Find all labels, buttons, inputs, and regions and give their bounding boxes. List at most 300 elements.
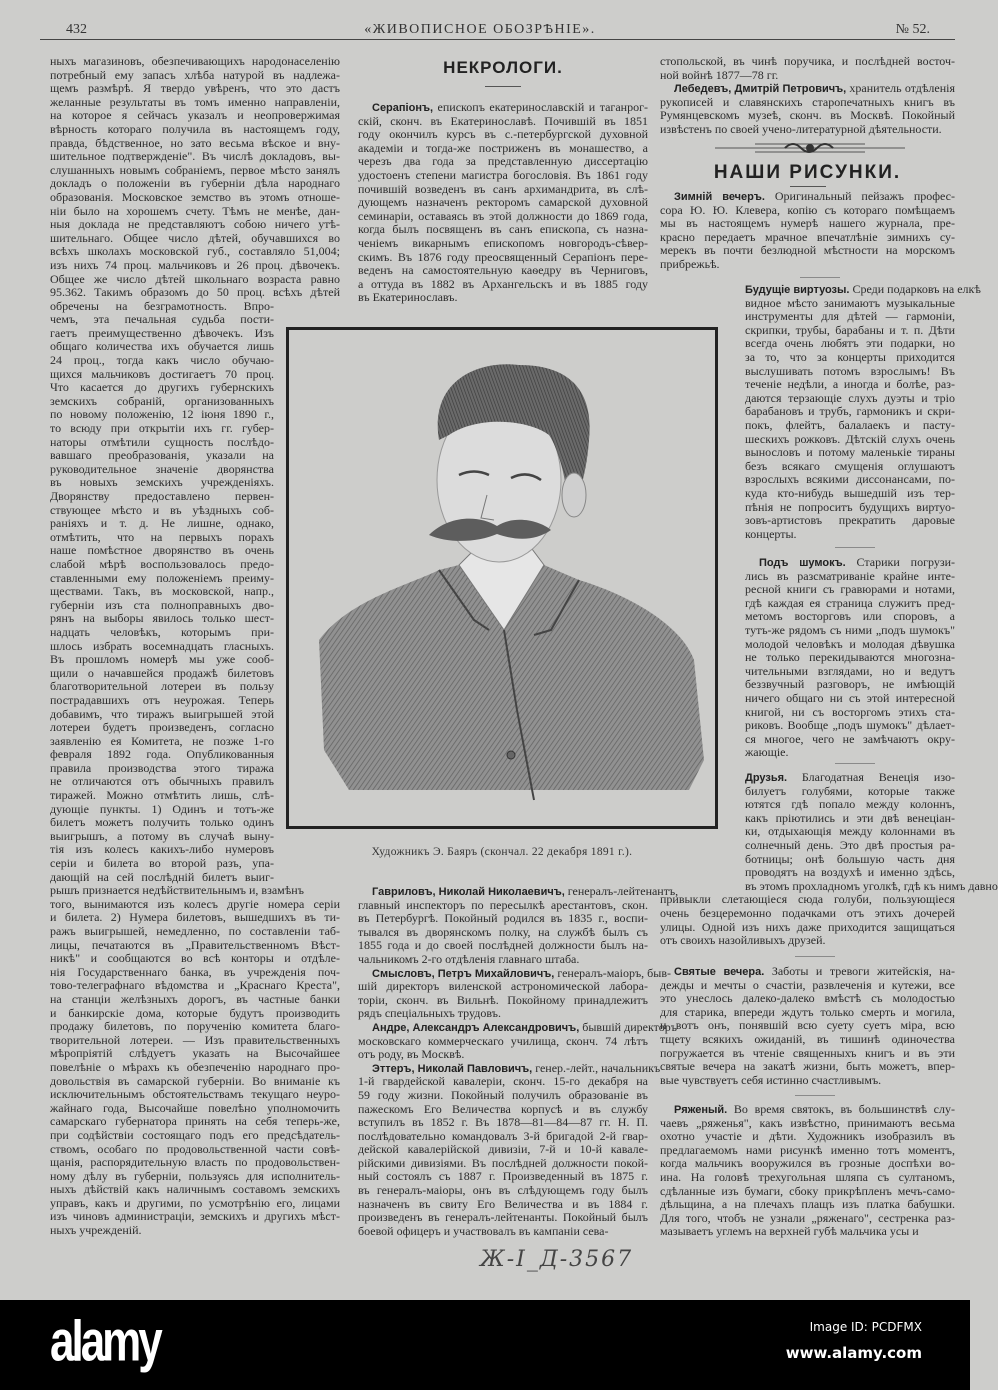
line-text: солнечный день. Это двѣ простыя ра- [745,837,955,852]
line-text: докладъ о положеніи въ губерніи дѣла народнаго [50,176,340,191]
line-text: послѣдовательно командовалъ 3-й бригадой 2-й гвар- [358,1128,648,1143]
text-line [50,966,340,980]
text-line [358,1089,648,1103]
line-text: епископъ екатеринославскій и таганрог- [433,100,648,114]
line-text: генер.-лейт., начальникъ [532,1060,661,1075]
line-text: тиражей. Можно отмѣтить лишь, слѣ- [50,788,274,803]
text-line [660,1144,955,1158]
line-text: обречены на безграмотность. Впро- [50,298,274,313]
line-text: лотереи будетъ произведенъ, согласно [50,720,274,735]
line-text: почившій возведенъ въ санъ архимандрита, въ слѣ- [358,181,648,196]
line-text: шительное подтвержденіе". Въ числѣ докладовъ, вы- [50,149,340,164]
obituaries-continued [660,55,955,137]
line-text: вынословъ и потому маленькіе тираны [745,445,955,460]
text-line [50,993,340,1007]
text-line [50,164,340,178]
line-text: сора Ю. Ю. Клевера, копію съ котораго помѣщаемъ [660,202,955,217]
text-line [50,150,340,164]
line-text: щанія, распорядительную власть по продовольствен- [50,1155,340,1170]
text-line [358,115,648,129]
picture-description [660,965,955,1087]
line-text: изъ нихъ 74 проц. мальчиковъ и 26 проц. дѣвочекъ. [50,257,340,272]
line-text: жающіе. [745,745,789,760]
entry-name: Ряженый. [674,1104,728,1116]
obituaries-lower [358,884,679,1238]
line-text: ресной книги съ гравюрами и нотами, [745,582,955,597]
line-text: ный состоялъ съ 1887 г. Произведенный въ 1875 г. [358,1169,648,1184]
issue-number: № 52. [895,22,930,37]
text-line [660,1033,955,1047]
line-text: Что касается до другихъ губернскихъ [50,380,274,395]
line-text: концерты. [745,526,797,541]
line-text: 24 проц., тогда какъ число обучаю- [50,353,274,368]
text-line [358,1116,648,1130]
line-text: скій, сконч. въ Екатеринославѣ. Почившій въ 1851 [358,113,648,128]
line-text: пострадавшихъ отъ неурожая. Теперь [50,692,274,707]
line-text: въ Петербургѣ. Покойный родился въ 1835 г., воспи- [358,911,648,926]
text-line [660,82,955,96]
line-text: ныхъ учрежденій. [50,1223,142,1238]
line-text: заявленію ея Комитета, не позже 1-го [50,733,274,748]
line-text: отмѣтить, что на первыхъ порахъ [50,529,274,544]
text-line [358,1075,648,1089]
entry-name: Андре, Александръ Александровичъ, [372,1021,580,1034]
line-text: московскаго коммерческаго училища, сконч. 74 лѣтъ [358,1033,648,1048]
line-text: довольствія въ самарской губерніи. Во вниманіе къ [50,1073,340,1088]
line-text: Благодатная Венеція изо- [787,770,955,784]
text-line [50,1020,340,1034]
text-line [50,979,340,993]
line-text: наторы отмѣтили сущность послѣдо- [50,434,274,449]
text-line [50,1088,340,1102]
text-line [660,921,955,935]
text-line [50,1129,340,1143]
text-line [358,128,648,142]
text-line [50,1183,340,1197]
text-line [358,1019,677,1035]
line-text: шлось избрать восемнадцать гласныхъ. [50,638,274,653]
text-line [358,1170,648,1184]
text-line [50,911,340,925]
line-text: не только перекидываются многозна- [745,650,955,665]
line-text: раніяхъ и т. д. Не лишне, однако, [50,516,274,531]
divider [795,956,835,957]
text-line [358,953,648,967]
heading-dash [485,86,521,87]
text-line [50,1210,340,1224]
line-text: тія изъ колесъ какихъ-либо нумеровъ [50,842,274,857]
line-text: изъ чиновъ администраціи, земскихъ и другихъ мѣст- [50,1209,340,1224]
text-line [358,1184,648,1198]
portrait-wrap-space [660,297,745,597]
line-text: 59 году жизни. Покойный получилъ образованіе въ [358,1087,648,1102]
line-text: правда, бѣдственное, но зато весьма вѣское и вну- [50,135,340,150]
line-text: вступилъ въ 1852 г. Въ 1878—81—84—87 гг. Н. П. [358,1115,648,1130]
text-line [745,597,955,611]
portrait-engraving [289,330,715,826]
entry-name: Подъ шумокъ. [759,557,846,569]
line-text: веденъ на самостоятельную каѳедру въ Черниговъ, [358,263,648,278]
line-text: никѣ" и сообщаются во всѣ конторы и отдѣле- [50,951,340,966]
line-text: правила производства этого тиража [50,760,274,775]
line-text: а оттуда въ 1882 въ Архангельскъ и въ 1885 году [358,276,648,291]
line-text: улицы. Одной изъ нихъ даже приходится защищаться [660,919,955,934]
line-text: мазываетъ углемъ на верхней губѣ мальчика усы и [660,1224,919,1239]
ornament-divider [715,140,905,156]
text-line [50,1115,340,1129]
line-text: образованія. Московское земство въ этомъ отноше- [50,189,340,204]
text-line [358,884,679,899]
image-id: Image ID: PCDFMX [809,1320,922,1334]
text-line [358,196,648,210]
line-text: прибрежьѣ. [660,256,720,271]
line-text: ботницы; онѣ большую часть дня [745,851,955,866]
line-text: земскихъ собраній, организованныхъ [50,393,274,408]
line-text: пажескомъ Его Величества корпусѣ и въ службу [358,1101,648,1116]
line-text: чемъ, эта печальная судьба пости- [50,312,274,327]
line-text: погружается въ чтеніе священныхъ книгъ и въ эти [660,1045,955,1060]
line-text: молодой человѣкъ и молодая дѣвушка [745,636,955,651]
header-rule [40,39,955,40]
line-text: тово-телеграфнаго вѣдомства и „Краснаго Креста", [50,978,340,993]
line-text: по новому положенію, 12 іюня 1890 г., [50,407,274,422]
portrait-wrap-space [660,771,745,880]
line-text: въ новыхъ земскихъ учрежденіяхъ. [50,475,274,490]
text-line [745,583,955,597]
line-text: хранитель отдѣленія [846,81,956,96]
text-line [50,69,340,83]
line-text: лись въ разсматриваніе крайне инте- [745,568,955,583]
line-text: дейской кавалерійской дивизіи, 7-й и 10-й кавале- [358,1142,648,1157]
text-line [358,142,648,156]
line-text: академіи и тогда-же постриженъ въ монашество, а [358,140,648,155]
text-line [50,884,340,898]
line-text: сдѣланные изъ бумаги, сбоку прикрѣпленъ мечъ-само- [660,1183,955,1198]
line-text: ныя доклада не представляютъ собою ничего утѣ- [50,217,340,232]
divider [835,547,875,548]
line-text: на станціи желѣзныхъ дорогъ, въ частные банки [50,991,340,1006]
line-text: при содѣйствіи состоящаго подъ его предсѣдатель- [50,1127,340,1142]
line-text: вѣрность котораго получила въ настоящемъ году, [50,121,340,136]
text-line [358,994,648,1008]
line-text: проводятъ на воздухѣ и именно здѣсь, [745,865,955,880]
text-line [660,258,955,272]
text-line [50,137,340,151]
text-line [660,55,955,69]
text-line [660,1212,955,1226]
line-text: ніи было на хорошемъ счету. Тѣмъ не менѣе, дан- [50,203,340,218]
line-text: боевой офицеръ и участвовалъ въ кампаніи сева- [358,1223,609,1238]
entry-name: Друзья. [745,772,788,784]
text-line [50,109,340,123]
text-line [745,651,955,665]
line-text: въ этомъ прохладномъ уголкѣ, гдѣ къ нимъ давно [745,878,998,893]
text-line [660,878,998,894]
text-line [660,1185,955,1199]
text-line [358,223,648,237]
text-line [745,665,955,679]
line-text: скрипки, трубы, барабаны и т. п. Дѣти [745,322,955,337]
line-text: тутъ-же рядомъ съ ними „подъ шумокъ" [745,622,955,637]
line-text: 95.362. Такимъ образомъ до 50 проц. всѣхъ дѣтей [50,285,340,300]
line-text: выслушивать потомъ взрослымъ! Въ [745,363,955,378]
line-text: 1-й гвардейской кавалеріи, сконч. 15-го декабря на [358,1074,648,1089]
line-text: щили о начавшейся продажѣ билетовъ [50,665,274,680]
text-line [50,1034,340,1048]
line-text: святые вечера на закатѣ жизни, быть можетъ, впер- [660,1059,955,1074]
line-text: метомъ восторговъ или споровъ, а [745,609,955,624]
line-text: желанные результаты въ томъ именно направленіи, [50,94,340,109]
line-text: ничего общаго ни съ этой интересной [745,690,955,705]
text-line [358,1035,648,1049]
text-line [660,1047,955,1061]
text-line [358,183,648,197]
watermark-bar [0,1300,970,1390]
picture-description [745,556,955,760]
line-text: вавшаго преобразованія, указали на [50,448,274,463]
line-text: беззвучный разговоръ, не имѣющій [745,677,955,692]
picture-description [660,190,955,272]
line-text: вые чувствуетъ себя истинно счастливымъ. [660,1072,882,1087]
line-text: и банкирскіе дома, которые будутъ производить [50,1005,340,1020]
text-line [660,979,955,993]
line-text: привыкли слетающіеся сюда голуби, пользующіеся [660,892,955,907]
line-text: Общее же число дѣтей школьнаго возраста равно [50,271,340,286]
line-text: рядъ спеціальныхъ трудовъ. [358,1006,501,1021]
text-line [358,1157,648,1171]
text-line [660,190,955,204]
line-text: дающій на сей послѣдній билетъ выиг- [50,869,274,884]
line-text: взрослыхъ всякими диссонансами, по- [745,472,955,487]
obituary-text [358,101,648,305]
obituary-gavrilov [358,884,679,967]
line-text: это унеслось далеко-далеко вмѣстѣ съ молодостью [660,991,955,1006]
portrait-frame [286,327,718,829]
divider [795,1095,835,1096]
line-text: видное мѣсто занимаютъ музыкальные [745,295,955,310]
text-line [50,1170,340,1184]
line-text: лицы, печатаются въ „Правительственномъ Вѣст- [50,937,340,952]
our-pictures-heading: НАШИ РИСУНКИ. [713,162,902,183]
line-text: дежды и мечты о счастіи, развлеченія и кутежи, все [660,977,955,992]
picture-holy-evenings [660,965,955,1087]
portrait-caption: Художникъ Э. Баяръ (скончал. 22 декабря 1891 г.). [371,846,633,858]
line-text: гаетъ преимущественно дѣвочекъ. Изъ [50,325,274,340]
line-text: пѣнія не попроситъ будущихъ виртуо- [745,499,955,514]
text-line [50,925,340,939]
line-text: рійскими дивизіями. Въ послѣдней должности покой- [358,1155,648,1170]
line-text: барабановъ и трубъ, гармоникъ и скри- [745,404,955,419]
text-line [50,96,340,110]
line-text: жайнаго года, Высочайше повелѣно уполномочить [50,1100,340,1115]
line-text: удостоенъ степени магистра богословія. Въ 1861 году [358,167,648,182]
text-line [50,232,340,246]
text-line [660,1130,955,1144]
line-text: всегда очень любятъ эти подарки, но [745,336,955,351]
line-text: тывался въ дворянскомъ полку, на службѣ былъ съ [358,924,648,939]
text-line [358,169,648,183]
text-line [660,1074,955,1088]
text-line [50,55,340,69]
watermark-url: www.alamy.com [785,1344,922,1362]
text-line [358,237,648,251]
line-text: продажу билетовъ, по порученію комитета благо- [50,1019,340,1034]
picture-future-virtuosi [660,282,981,597]
text-line [50,952,340,966]
line-text: ствомъ, особаго по продовольственной части совѣ- [50,1141,340,1156]
line-text: Румянцевскомъ музеѣ, сконч. въ Москвѣ. Покойный [660,108,955,123]
line-text: какъ пріютились и эти двѣ венеціан- [745,810,955,825]
line-text: шительнаго. Общее число дѣтей, обучавшихся во [50,230,340,245]
line-text: ствующее мѣсто и въ уѣздныхъ соб- [50,502,274,517]
line-text: управъ, какъ и другими, по усмотрѣнію его, лицами [50,1195,340,1210]
line-text: билетъ можетъ получить только одинъ [50,815,274,830]
line-text: ставленными ему положеніемъ преиму- [50,570,274,585]
text-line [50,898,340,912]
line-text: ки, отдыхающія между колоннами въ [745,824,955,839]
text-line [660,893,955,907]
text-line [660,1157,955,1171]
line-text: то всюду при открытіи ихъ гг. губер- [50,421,274,436]
text-line [358,278,648,292]
line-text: въ Екатеринославъ. [358,290,458,305]
text-line [358,1007,648,1021]
line-text: охотно участіе и дѣти. Художникъ изобразилъ въ [660,1129,955,1144]
text-line [358,1048,648,1062]
text-line [745,706,955,720]
text-line [660,1171,955,1185]
text-line [50,1143,340,1157]
line-text: Старики погрузи- [845,555,955,569]
line-text: мы въ настоящемъ нумерѣ нашего журнала, пре- [660,216,955,231]
text-line [745,570,955,584]
line-text: билуетъ голубями, которые также [745,783,955,798]
line-text: зовъ-артистовъ прекратить даровые [745,513,955,528]
line-text: назначенъ въ свиту Его Величества и въ 1884 г. [358,1196,648,1211]
line-text: и билета. 2) Нумера билетовъ, вышедшихъ въ ти- [50,910,340,925]
line-text: мерекъ въ почти безлюдной мѣстности на морскомъ [660,243,955,258]
line-text: руководительное значеніе дворянства [50,461,274,476]
line-text: слабой мѣрѣ воспользовалось предо- [50,556,274,571]
line-text: въ генералъ-маіоры, онъ въ слѣдующемъ году былъ [358,1183,648,1198]
text-line [358,251,648,265]
line-text: ныхъ магазиновъ, обезпечивающихъ народонаселенію [50,54,340,68]
page-number: 432 [66,22,87,37]
text-line [358,210,648,224]
line-text: ражъ выигрышей, немедленно, по составленіи таб- [50,924,340,938]
text-line [50,1061,340,1075]
text-line [50,177,340,191]
line-text: 1855 года и до своей послѣдней должности былъ на- [358,938,648,953]
text-line [745,719,955,733]
text-line [358,101,648,115]
line-text: всѣхъ школахъ московской губ., составляло 51,004; [50,244,340,259]
line-text: творительной лотереи. — Изъ правительственныхъ [50,1032,340,1047]
text-line [50,245,340,259]
line-text: риковъ. Вообще „подъ шумокъ" дѣлает- [745,718,955,733]
text-line [660,244,955,258]
picture-friends [660,770,998,948]
entry-name: Зимній вечеръ. [674,191,765,203]
text-line [50,273,340,287]
text-line [50,205,340,219]
line-text: произведенъ въ генералъ-лейтенанты. Покойный былъ [358,1210,648,1225]
text-line [358,1211,648,1225]
line-text: отъ роду, въ Москвѣ. [358,1047,465,1062]
text-line [660,123,955,137]
obituary-serapion [358,101,648,305]
text-line [660,1019,955,1033]
picture-winter-evening [660,190,955,272]
line-text: ютятся гдѣ попало между колоннъ, [745,797,955,812]
text-line [358,1130,648,1144]
text-line [660,1198,955,1212]
text-line [660,217,955,231]
alamy-logo: alamy [50,1310,160,1374]
line-text: Для того, чтобъ не узнали „ряженаго", сестренка раз- [660,1210,955,1225]
text-line [50,123,340,137]
line-text: году окончилъ курсъ въ с.-петербургской духовной [358,127,648,142]
line-text: самарскаго губернатора принять на себя теперь-же, [50,1114,340,1129]
text-line [358,264,648,278]
text-line [745,692,955,706]
text-line [745,624,955,638]
line-text: рукописей и славянскихъ старопечатныхъ книгъ въ [660,94,955,109]
text-line [358,1103,648,1117]
picture-mummer [660,1103,955,1239]
line-text: безъ всякаго смущенія оглушаютъ [745,458,955,473]
heading-dash [790,186,826,187]
line-text: ина. На головѣ трехугольная шляпа съ султаномъ, [660,1169,955,1184]
text-line [358,899,648,913]
entry-name: Смысловъ, Петръ Михайловичъ, [372,967,555,980]
line-text: ся многое, чего не замѣчаютъ окру- [745,731,955,746]
line-text: черезъ два года за представленную диссертацію [358,154,648,169]
line-text: Дворянству предоставлено первен- [50,489,274,503]
line-text: стопольской, въ чинѣ поручика, и послѣдней восточ- [660,54,955,68]
line-text: серіи и билета во второй разъ, упа- [50,856,274,871]
line-text: повелѣніе о мѣрахъ къ обезпеченію народнаго про- [50,1059,340,1074]
text-line [745,746,955,760]
divider [835,763,875,764]
line-text: того, вынимаются изъ колесъ другіе номера серіи [50,896,340,911]
line-text: Въ прошломъ номерѣ мы уже сооб- [50,652,274,667]
text-line [660,907,955,921]
line-text: наше помѣстное дворянство въ очень [50,543,274,558]
line-text: когда былъ посвященъ въ санъ епископа, съ назна- [358,222,648,237]
text-line [660,934,955,948]
line-text: шій директоръ виленской астрономической лабора- [358,979,648,994]
text-line [50,1197,340,1211]
line-text: чаевъ „ряженья", какъ извѣстно, принимаютъ весьма [660,1115,955,1130]
line-text: не отличаются отъ обычныхъ правилъ [50,774,274,789]
text-line [50,259,340,273]
line-text: за то, что за концерты приходится [745,349,955,364]
line-text: скимъ. Въ 1876 году преосвященный Серапіонъ пере- [358,249,648,264]
line-text: теченіе недѣли, а иногда и болѣе, раз- [745,377,955,392]
obituary-etter [358,1060,661,1239]
line-text: куда кто-нибудь вышедшій изъ тер- [745,485,955,500]
line-text: главный инспекторъ по пересылкѣ арестантовъ, скон. [358,897,648,912]
line-text: на которое я сейчасъ указалъ и неопровержимая [50,108,340,123]
text-line [50,1075,340,1089]
line-text: надцать человѣкъ, которымъ при- [50,624,274,639]
entry-name: Эттеръ, Николай Павловичъ, [372,1062,533,1075]
text-line [358,1060,661,1076]
text-line [50,1156,340,1170]
line-text: дующіе пункты. 1) Одинъ и тотъ-же [50,801,274,816]
line-text: нія Государственнаго банка, въ учрежденія поч- [50,964,340,979]
